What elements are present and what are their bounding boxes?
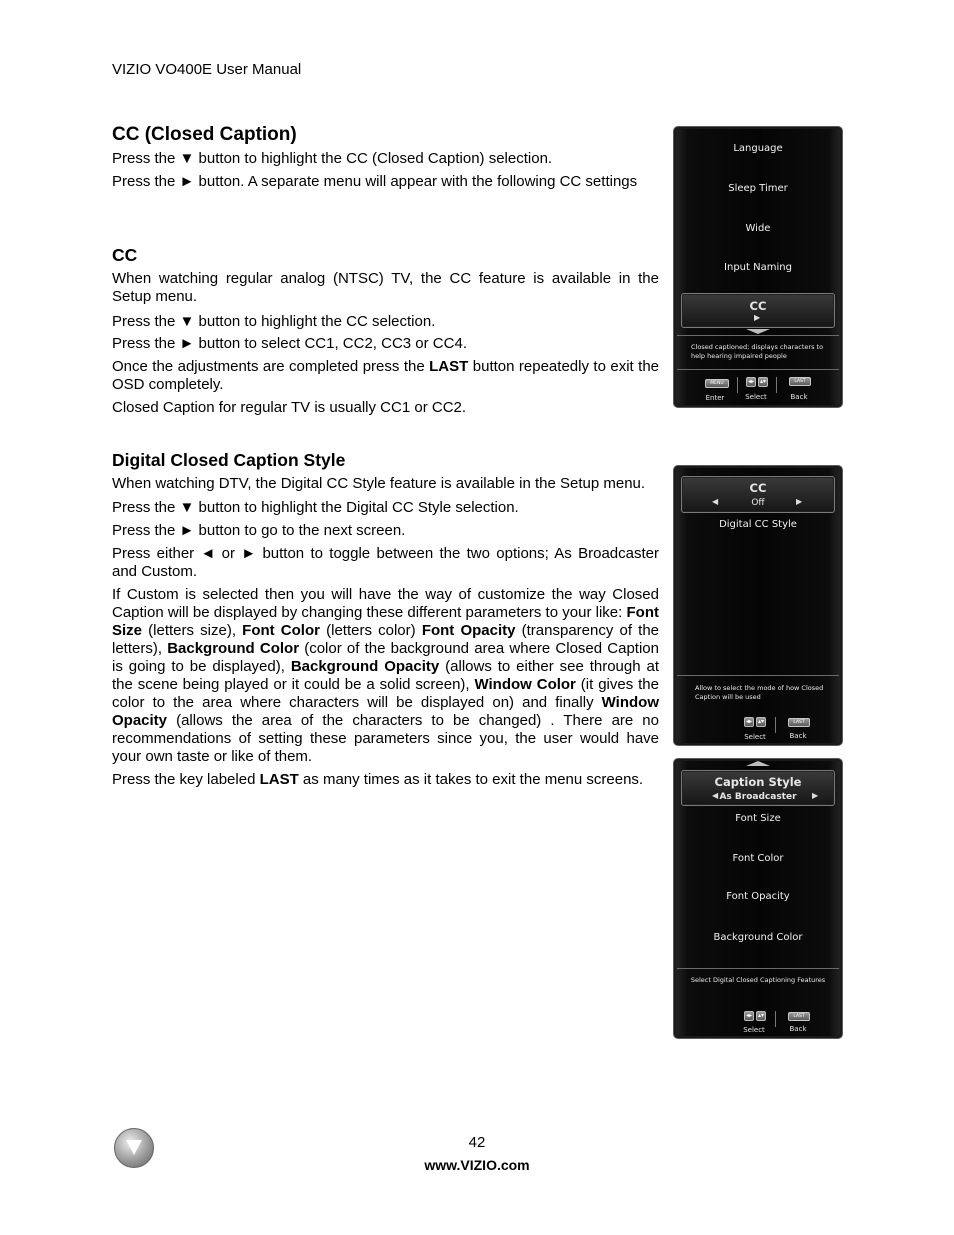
menu-item-sleep-timer: Sleep Timer: [728, 183, 788, 194]
select-keys-icon: ◂▸ ▴▾: [745, 1012, 765, 1019]
paragraph: Press either ◄ or ► button to toggle between the two options; As Broadcaster and Custom.: [112, 545, 659, 580]
right-arrow-icon: ▶: [812, 791, 819, 800]
divider: [775, 1011, 776, 1027]
divider: [776, 377, 777, 393]
caption-style-selected: Caption Style ◀ As Broadcaster ▶: [681, 770, 835, 806]
select-label: Select: [745, 393, 767, 401]
footer-url: www.VIZIO.com: [424, 1157, 530, 1173]
running-header: VIZIO VO400E User Manual: [112, 61, 302, 78]
select-label: Select: [744, 733, 766, 741]
paragraph: Press the ▼ button to highlight the Digital CC Style selection.: [112, 499, 519, 516]
menu-item-background-color: Background Color: [713, 932, 803, 943]
paragraph: Once the adjustments are completed press the LAST button repeatedly to exit the OSD completely.: [112, 358, 660, 393]
menu-item-font-color: Font Color: [732, 853, 784, 864]
cc-setting-selected: CC ◀ Off ▶: [681, 476, 835, 513]
section-heading: CC (Closed Caption): [112, 124, 297, 145]
menu-item-digital-cc-style: Digital CC Style: [719, 519, 797, 530]
paragraph: Press the ► button to go to the next screen.: [112, 522, 406, 539]
back-label: Back: [789, 1025, 807, 1033]
paragraph: Press the ▼ button to highlight the CC selection.: [112, 313, 436, 330]
paragraph: Press the key labeled LAST as many times as it takes to exit the menu screens.: [112, 771, 644, 788]
help-text: Allow to select the mode of how Closed Caption will be used: [695, 684, 824, 701]
paragraph: If Custom is selected then you will have the way of customize the way Closed Caption will be displayed by changing these different parameters to your like: Font Size (letters size), Font Color (letters color) Font Opacity (transparency of the letters), Background Color (color of the background area where Closed Caption is going to be displayed), Background Opacity (allows to either see through at the scene being played or it could be a solid screen), Window Color (it gives the color to the area where characters will be displayed on) and finally Window Opacity (allows the area of the characters to be changed) . There are no recommendations of setting these parameters since you, the user would have your own taste or like of them.: [112, 586, 660, 765]
osd-caption-style-screenshot: [673, 758, 843, 1039]
osd-cc-menu-screenshot: [673, 465, 843, 746]
select-keys-icon: ◂▸ ▴▾: [745, 718, 765, 725]
section-digital-cc-style: [112, 451, 659, 789]
divider: [677, 675, 839, 676]
back-label: Back: [789, 732, 807, 740]
divider: [737, 377, 738, 393]
help-text: Select Digital Closed Captioning Features: [690, 976, 826, 984]
divider: [775, 717, 776, 733]
paragraph: Closed Caption for regular TV is usually CC1 or CC2.: [112, 399, 467, 416]
paragraph: Press the ► button. A separate menu will appear with the following CC settings: [112, 173, 638, 190]
divider: [677, 968, 839, 969]
up-scroll-indicator-icon: [746, 761, 770, 766]
section-heading: Digital Closed Caption Style: [112, 450, 346, 470]
menu-key-icon: MENU: [705, 379, 729, 388]
menu-item-font-size: Font Size: [735, 813, 781, 824]
divider: [677, 369, 839, 370]
left-arrow-icon: ◀: [712, 497, 719, 506]
last-key-icon: LAST: [789, 377, 811, 386]
paragraph: Press the ▼ button to highlight the CC (Closed Caption) selection.: [112, 150, 553, 167]
enter-label: Enter: [705, 394, 725, 402]
select-keys-icon: ◂▸ ▴▾: [747, 378, 767, 385]
select-label: Select: [743, 1026, 765, 1034]
help-text: Closed captioned; displays characters to help hearing impaired people: [691, 343, 824, 360]
back-label: Back: [790, 393, 808, 401]
last-key-icon: LAST: [788, 718, 810, 727]
paragraph: Press the ► button to select CC1, CC2, CC3 or CC4.: [112, 335, 467, 352]
right-arrow-icon: ▶: [796, 497, 803, 506]
menu-item-wide: Wide: [745, 223, 771, 234]
menu-item-font-opacity: Font Opacity: [726, 891, 790, 902]
section-closed-caption: [112, 126, 659, 191]
menu-item-cc-selected: CC ▶: [681, 293, 835, 328]
section-heading: CC: [112, 245, 138, 265]
left-arrow-icon: ◀: [712, 791, 719, 800]
paragraph: When watching regular analog (NTSC) TV, the CC feature is available in the Setup menu.: [112, 270, 659, 305]
last-key-icon: LAST: [788, 1012, 810, 1021]
osd-setup-menu-screenshot: [673, 126, 843, 408]
menu-item-language: Language: [733, 143, 783, 154]
page-number: 42: [468, 1134, 486, 1151]
divider: [677, 335, 839, 336]
down-scroll-indicator-icon: [746, 329, 770, 334]
menu-item-input-naming: Input Naming: [724, 262, 792, 273]
section-cc: [112, 246, 659, 417]
paragraph: When watching DTV, the Digital CC Style feature is available in the Setup menu.: [112, 475, 646, 492]
right-arrow-icon: ▶: [754, 313, 761, 322]
